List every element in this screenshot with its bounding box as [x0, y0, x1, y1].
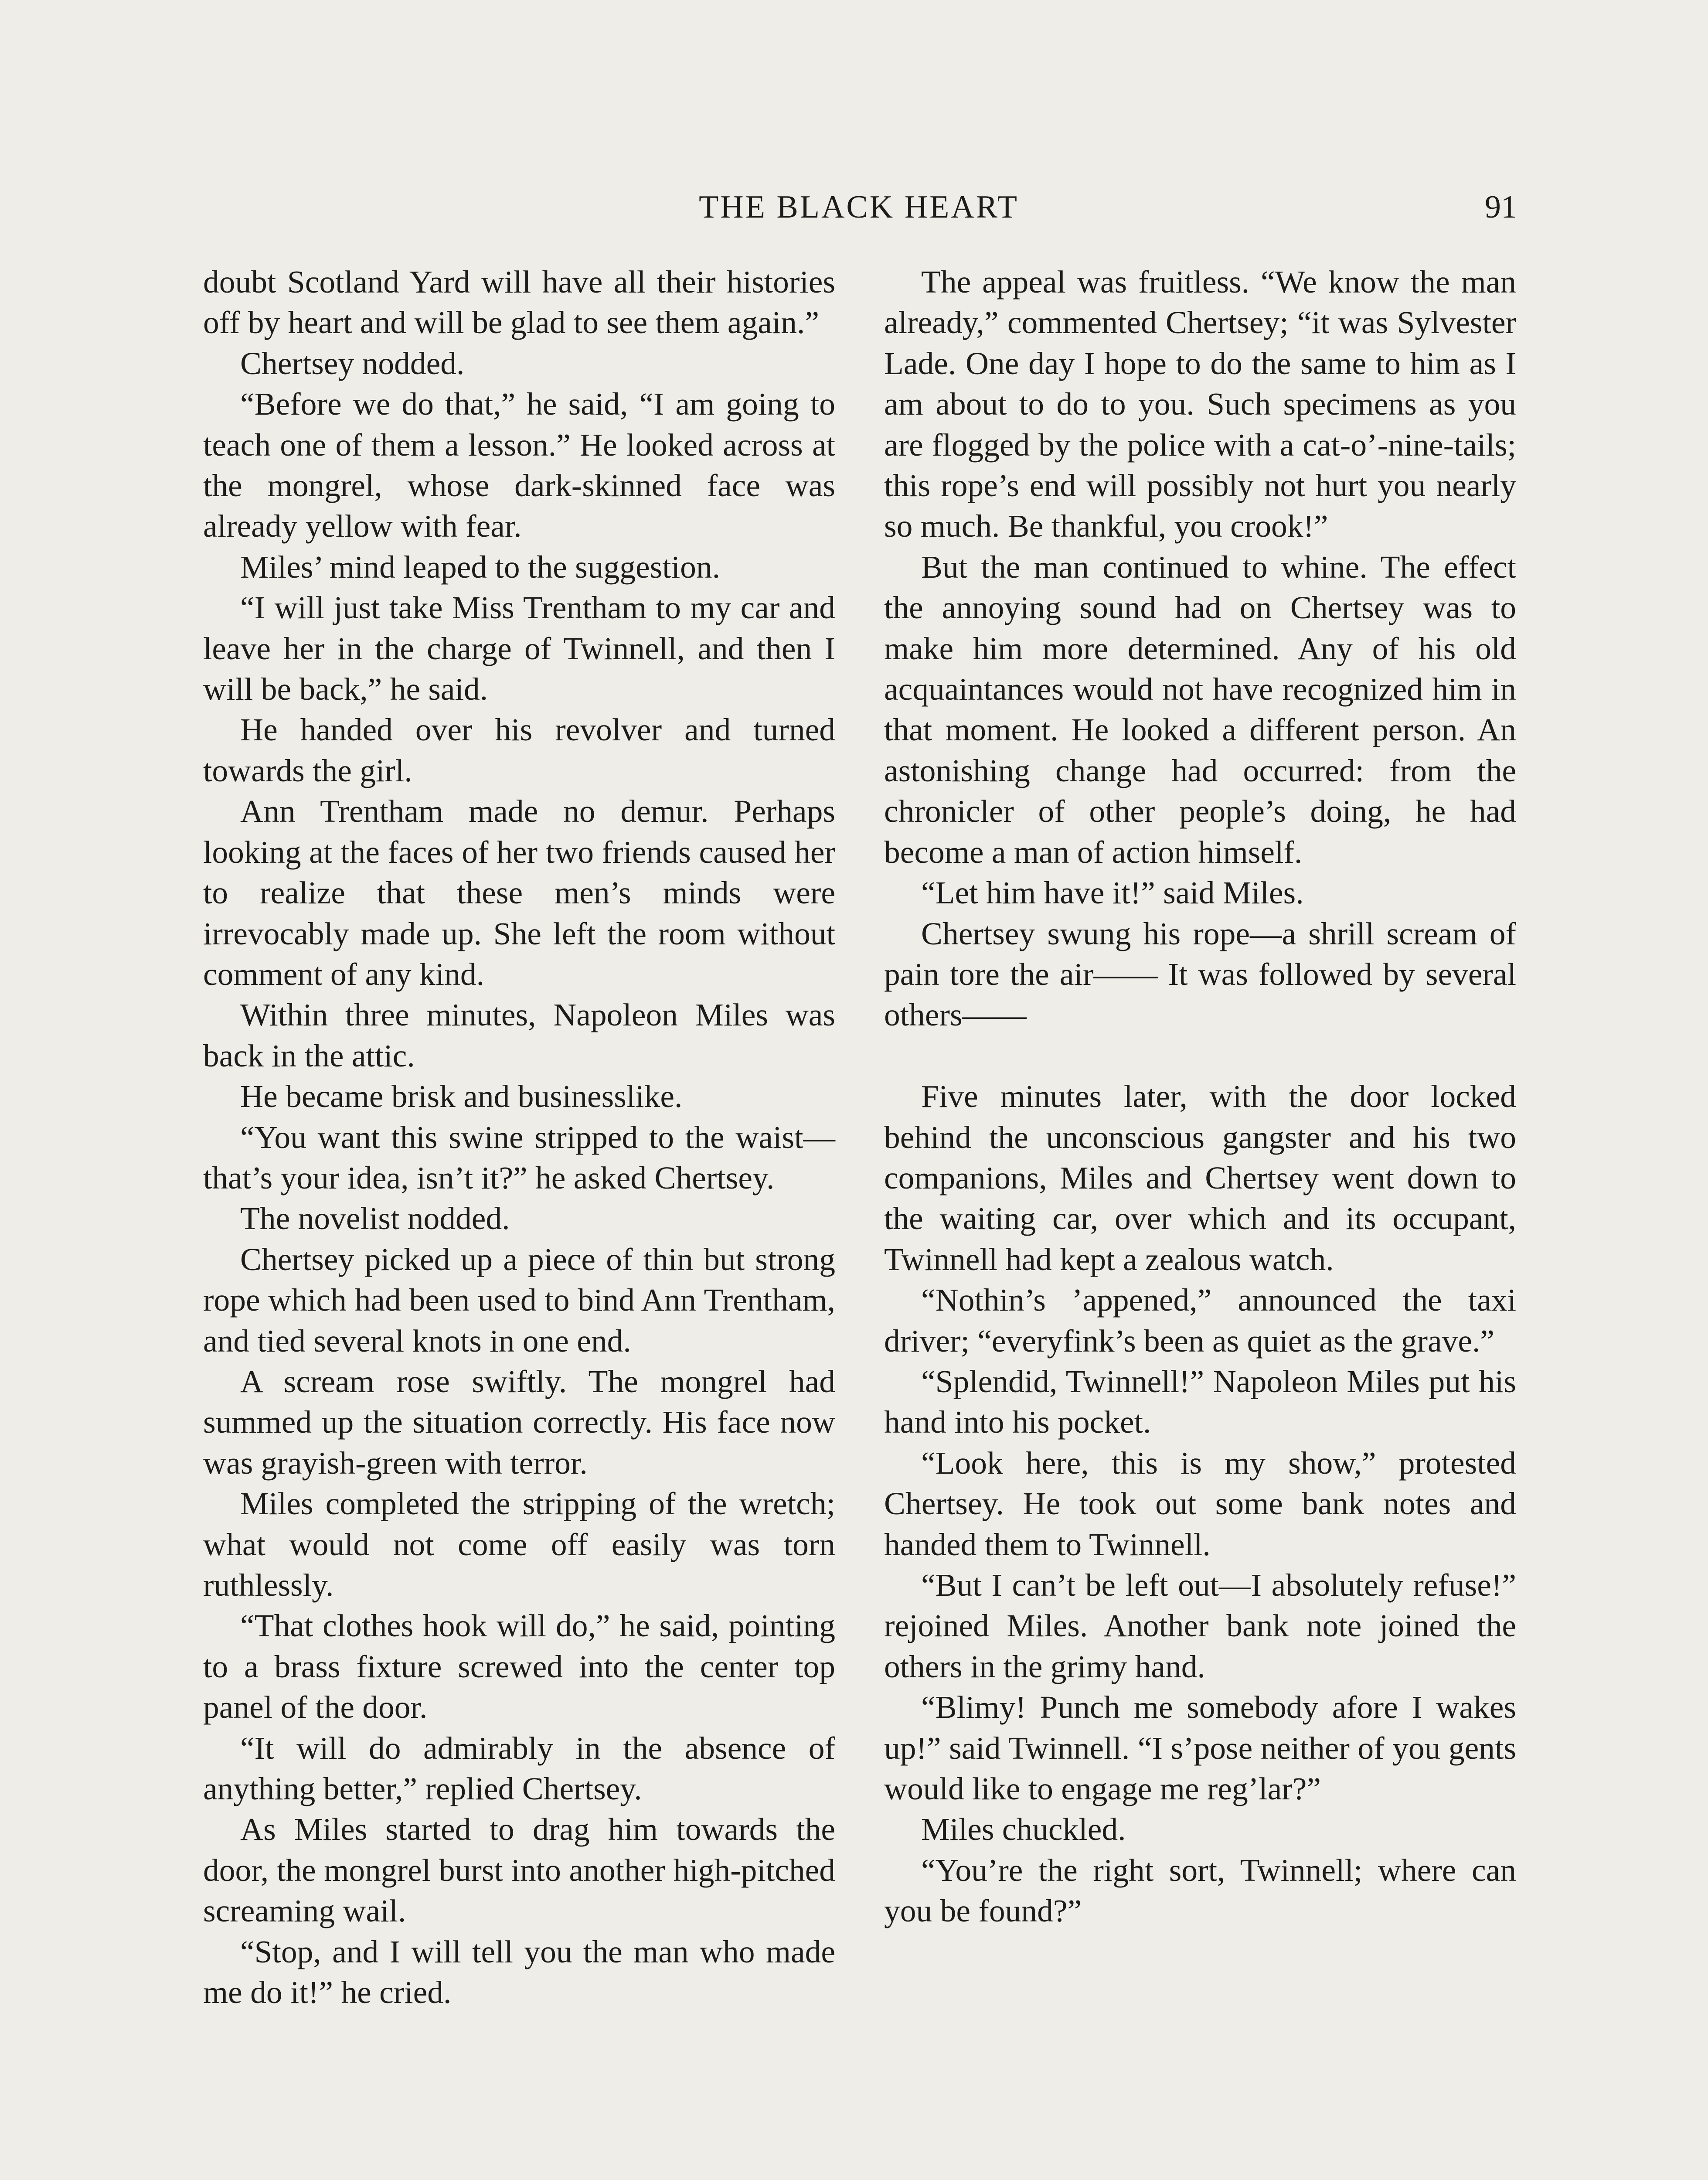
paragraph: He handed over his revolver and turned towards the girl. [203, 712, 835, 788]
right-column [884, 262, 1516, 1931]
paragraph: Chertsey nodded. [240, 345, 465, 381]
paragraph: Miles’ mind leaped to the suggestion. [240, 549, 720, 585]
paragraph: Chertsey swung his rope—a shrill scream of pain tore the air—— It was followed by several others—— [884, 916, 1516, 1033]
paragraph: doubt Scotland Yard will have all their histories off by heart and will be glad to see them again.” [203, 264, 835, 341]
page-number: 91 [1485, 189, 1517, 225]
paragraph: Miles chuckled. [921, 1812, 1126, 1847]
paragraph: “But I can’t be left out—I absolutely refuse!” rejoined Miles. Another bank note joined the others in the grimy hand. [884, 1567, 1516, 1684]
paragraph: But the man continued to whine. The effect the annoying sound had on Chertsey was to make him more determined. Any of his old acquaintances would not have recognized him in that moment. He looked a different person. An astonishing change had occurred: from the chronicler of other people’s doing, he had become a man of action himself. [884, 549, 1516, 870]
running-title: THE BLACK HEART [699, 189, 1019, 225]
paragraph: Miles completed the stripping of the wretch; what would not come off easily was torn ruthlessly. [203, 1486, 835, 1603]
paragraph: “Before we do that,” he said, “I am going to teach one of them a lesson.” He looked across at the mongrel, whose dark-skinned face was already yellow with fear. [203, 386, 835, 544]
paragraph: Chertsey picked up a piece of thin but strong rope which had been used to bind Ann Trentham, and tied several knots in one end. [203, 1241, 835, 1359]
paragraph: “You’re the right sort, Twinnell; where can you be found?” [884, 1852, 1516, 1929]
paragraph: “Look here, this is my show,” protested Chertsey. He took out some bank notes and handed them to Twinnell. [884, 1445, 1516, 1562]
paragraph: The appeal was fruitless. “We know the man already,” commented Chertsey; “it was Sylvester Lade. One day I hope to do the same to him as I am about to do to you. Such specimens as you are flogged by the police with a cat-o’-nine-tails; this rope’s end will possibly not hurt you nearly so much. Be thankful, you crook!” [884, 264, 1516, 544]
paragraph: “Nothin’s ’appened,” announced the taxi driver; “everyfink’s been as quiet as the grave.” [884, 1282, 1516, 1359]
paragraph: The novelist nodded. [240, 1201, 510, 1236]
paragraph: “Splendid, Twinnell!” Napoleon Miles put his hand into his pocket. [884, 1363, 1516, 1440]
paragraph: Ann Trentham made no demur. Perhaps looking at the faces of her two friends caused her to realize that these men’s minds were irrevocably made up. She left the room without comment of any kind. [203, 794, 835, 992]
paragraph: “It will do admirably in the absence of anything better,” replied Chertsey. [203, 1730, 835, 1807]
paragraph: “Blimy! Punch me somebody afore I wakes up!” said Twinnell. “I s’pose neither of you gents would like to engage me reg’lar?” [884, 1690, 1516, 1807]
paragraph: “You want this swine stripped to the waist—that’s your idea, isn’t it?” he asked Chertsey. [203, 1119, 835, 1196]
paragraph: Within three minutes, Napoleon Miles was back in the attic. [203, 997, 835, 1073]
paragraph: He became brisk and businesslike. [240, 1079, 683, 1114]
paragraph: “I will just take Miss Trentham to my car and leave her in the charge of Twinnell, and then I will be back,” he said. [203, 590, 835, 707]
left-column [203, 262, 835, 2013]
paragraph: As Miles started to drag him towards the door, the mongrel burst into another high-pitched screaming wail. [203, 1812, 835, 1929]
paragraph: “Let him have it!” said Miles. [921, 875, 1304, 911]
running-head [201, 183, 1517, 231]
paragraph: A scream rose swiftly. The mongrel had summed up the situation correctly. His face now was grayish-green with terror. [203, 1363, 835, 1481]
paragraph: “That clothes hook will do,” he said, pointing to a brass fixture screwed into the center top panel of the door. [203, 1608, 835, 1725]
paragraph: Five minutes later, with the door locked behind the unconscious gangster and his two companions, Miles and Chertsey went down to the waiting car, over which and its occupant, Twinnell had kept a zealous watch. [884, 1079, 1516, 1277]
paragraph: “Stop, and I will tell you the man who made me do it!” he cried. [203, 1934, 835, 2010]
